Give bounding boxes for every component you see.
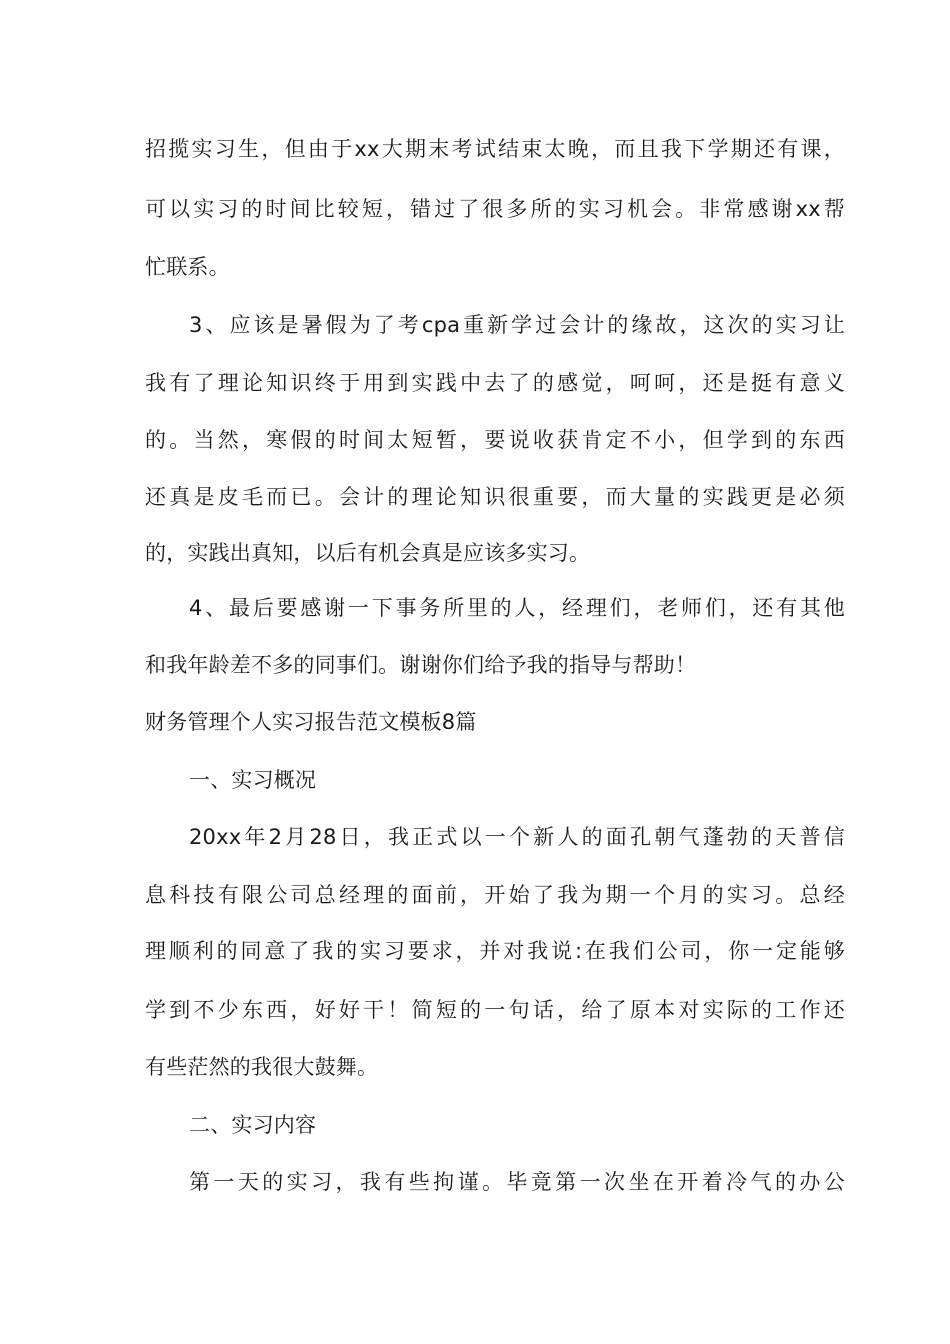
text-line: 学到不少东西，好好干！简短的一句话，给了原本对实际的工作还 bbox=[145, 998, 845, 1022]
text-line: 忙联系。 bbox=[145, 255, 230, 279]
text-line: 息科技有限公司总经理的面前，开始了我为期一个月的实习。总经 bbox=[145, 883, 845, 907]
section-heading: 二、实习内容 bbox=[189, 1113, 317, 1137]
text-line: 还真是皮毛而已。会计的理论知识很重要，而大量的实践更是必须 bbox=[145, 485, 845, 509]
paragraph-start-line: 3、应该是暑假为了考cpa重新学过会计的缘故，这次的实习让 bbox=[189, 313, 845, 337]
text-line: 招揽实习生，但由于xx大期末考试结束太晚，而且我下学期还有课， bbox=[145, 137, 845, 161]
section-heading: 一、实习概况 bbox=[189, 768, 317, 792]
paragraph-start-line: 4、最后要感谢一下事务所里的人，经理们，老师们，还有其他 bbox=[189, 596, 845, 620]
document-heading: 财务管理个人实习报告范文模板8篇 bbox=[145, 710, 477, 734]
text-line: 有些茫然的我很大鼓舞。 bbox=[145, 1055, 379, 1079]
text-line: 理顺利的同意了我的实习要求，并对我说:在我们公司，你一定能够 bbox=[145, 939, 845, 963]
text-line: 我有了理论知识终于用到实践中去了的感觉，呵呵，还是挺有意义 bbox=[145, 371, 845, 395]
text-line: 可以实习的时间比较短，错过了很多所的实习机会。非常感谢xx帮 bbox=[145, 197, 845, 221]
text-line: 和我年龄差不多的同事们。谢谢你们给予我的指导与帮助！ bbox=[145, 653, 697, 677]
paragraph-start-line: 20xx年2月28日，我正式以一个新人的面孔朝气蓬勃的天普信 bbox=[189, 825, 845, 849]
text-line: 的。当然，寒假的时间太短暂，要说收获肯定不小，但学到的东西 bbox=[145, 428, 845, 452]
paragraph-start-line: 第一天的实习，我有些拘谨。毕竟第一次坐在开着冷气的办公 bbox=[189, 1170, 845, 1194]
text-line: 的，实践出真知，以后有机会真是应该多实习。 bbox=[145, 541, 591, 565]
